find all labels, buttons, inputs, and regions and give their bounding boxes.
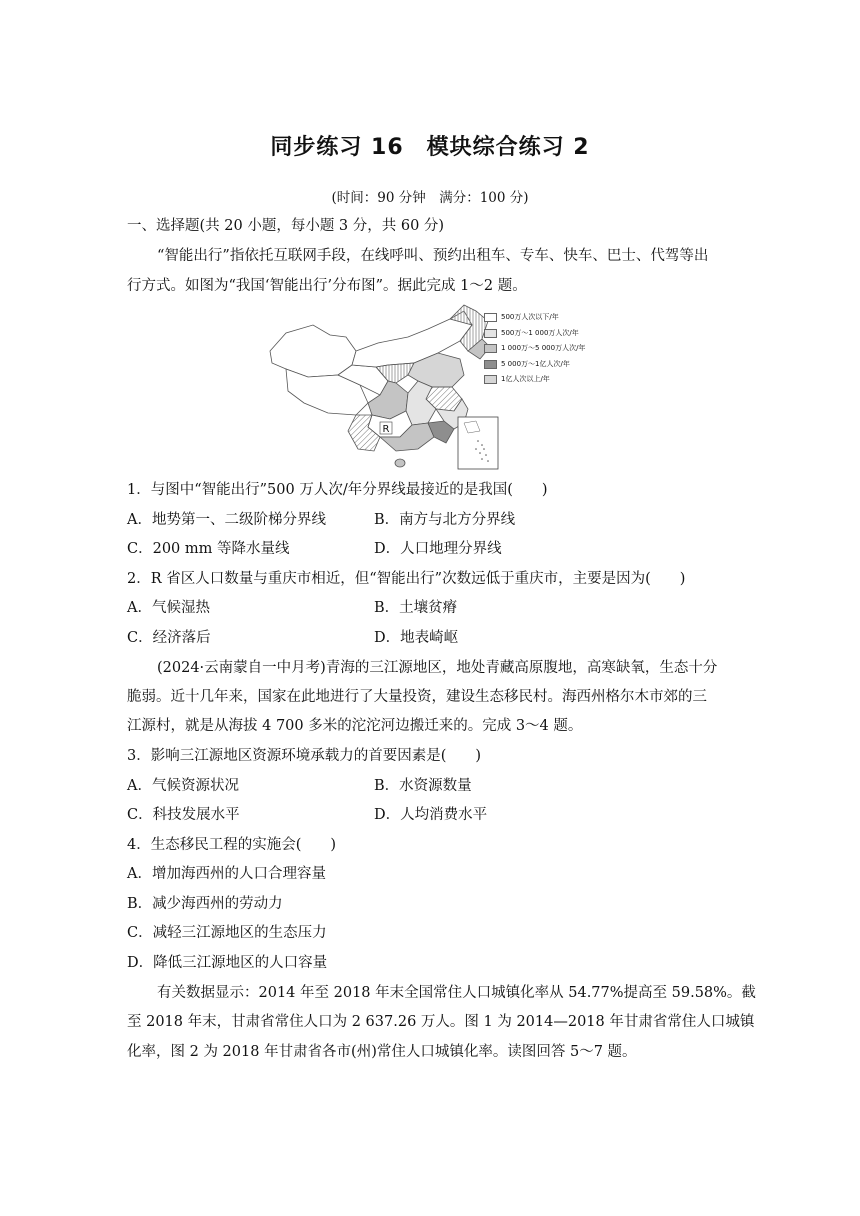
intro-2-line-2: 脆弱。近十几年来，国家在此地进行了大量投资，建设生态移民村。海西州格尔木市郊的三 (127, 689, 707, 705)
legend-swatch (484, 344, 497, 353)
legend-label: 5 000万～1亿人次/年 (501, 359, 570, 368)
question-4-stem: 4．生态移民工程的实施会( ) (127, 837, 337, 853)
question-1-option-c: C．200 mm 等降水量线 (127, 541, 290, 557)
question-4-option-c: C．减轻三江源地区的生态压力 (127, 925, 327, 941)
question-3-stem: 3．影响三江源地区资源环境承载力的首要因素是( ) (127, 748, 482, 764)
question-1-option-d: D．人口地理分界线 (374, 541, 502, 557)
question-2-option-c: C．经济落后 (127, 630, 211, 646)
legend-swatch (484, 360, 497, 369)
legend-item (484, 341, 585, 357)
question-2-stem: 2．R 省区人口数量与重庆市相近，但“智能出行”次数远低于重庆市，主要是因为( ) (127, 571, 686, 587)
intro-3-line-2: 至 2018 年末，甘肃省常住人口为 2 637.26 万人。图 1 为 2014—2018 年甘肃省常住人口城镇 (127, 1014, 755, 1030)
legend-item (484, 310, 585, 326)
region-r-label: R (382, 424, 390, 435)
question-1-stem: 1．与图中“智能出行”500 万人次/年分界线最接近的是我国( ) (127, 482, 548, 498)
question-3-option-d: D．人均消费水平 (374, 807, 488, 823)
map-region-west (270, 325, 356, 377)
question-3-option-a: A．气候资源状况 (127, 778, 239, 794)
question-4-option-d: D．降低三江源地区的人口容量 (127, 955, 328, 971)
question-2-option-d: D．地表崎岖 (374, 630, 459, 646)
intro-2-line-1: (2024·云南蒙自一中月考)青海的三江源地区，地处青藏高原腹地，高寒缺氧，生态十分 (157, 660, 718, 676)
question-2-option-b: B．土壤贫瘠 (374, 600, 458, 616)
question-3-option-b: B．水资源数量 (374, 778, 472, 794)
intro-1-line-1: “智能出行”指依托互联网手段，在线呼叫、预约出租车、专车、快车、巴士、代驾等出 (157, 248, 709, 264)
page-subtitle: (时间：90 分钟 满分：100 分) (331, 190, 529, 206)
legend-swatch (484, 329, 497, 338)
question-2-option-a: A．气候湿热 (127, 600, 210, 616)
legend-label: 500万～1 000万人次/年 (501, 328, 579, 337)
page-title: 同步练习 16 模块综合练习 2 (270, 135, 590, 160)
legend-item (484, 357, 585, 373)
question-4-option-b: B．减少海西州的劳动力 (127, 896, 283, 912)
intro-1-line-2: 行方式。如图为“我国‘智能出行’分布图”。据此完成 1～2 题。 (127, 278, 527, 294)
intro-2-line-3: 江源村，就是从海拔 4 700 多米的沱沱河边搬迁来的。完成 3～4 题。 (127, 718, 583, 734)
question-1-option-a: A．地势第一、二级阶梯分界线 (127, 512, 326, 528)
section-heading: 一、选择题(共 20 小题，每小题 3 分，共 60 分) (127, 218, 445, 234)
legend-swatch (484, 375, 497, 384)
intro-3-line-3: 化率，图 2 为 2018 年甘肃省各市(州)常住人口城镇化率。读图回答 5～7 题。 (127, 1044, 637, 1060)
question-4-option-a: A．增加海西州的人口合理容量 (127, 866, 326, 882)
legend-item (484, 326, 585, 342)
legend-label: 500万人次以下/年 (501, 313, 559, 321)
legend-swatch (484, 313, 497, 322)
question-3-option-c: C．科技发展水平 (127, 807, 240, 823)
legend-item (484, 372, 585, 388)
south-china-sea-inset (458, 417, 498, 469)
question-1-option-b: B．南方与北方分界线 (374, 512, 516, 528)
legend-label: 1 000万～5 000万人次/年 (501, 344, 586, 352)
legend-label: 1亿人次以上/年 (501, 375, 550, 383)
map-legend (484, 310, 585, 388)
intro-3-line-1: 有关数据显示：2014 年至 2018 年末全国常住人口城镇化率从 54.77%提高至 59.58%。截 (157, 985, 756, 1001)
